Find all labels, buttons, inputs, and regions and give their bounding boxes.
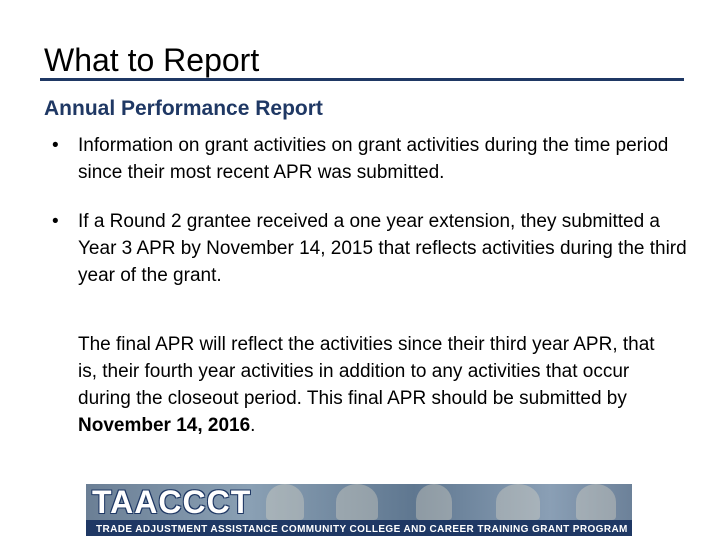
banner-photo-figure [496, 484, 540, 520]
program-logo: TAACCCT [92, 484, 252, 520]
title-divider [40, 78, 684, 81]
final-apr-paragraph [78, 331, 678, 439]
bullet-icon: • [52, 211, 59, 232]
footer-banner [86, 484, 632, 536]
banner-photo-figure [266, 484, 304, 520]
bullet-text: If a Round 2 grantee received a one year extension, they submitted a Year 3 APR by November 14, 2015 that reflects activities during the third year of the grant. [78, 211, 687, 286]
banner-photo-figure [336, 484, 378, 520]
bullet-list [52, 132, 692, 311]
bullet-item [52, 132, 692, 186]
banner-photo-figure [576, 484, 616, 520]
bullet-icon: • [52, 135, 59, 156]
paragraph-end: . [250, 415, 256, 436]
banner-photo-figure [416, 484, 452, 520]
program-caption: TRADE ADJUSTMENT ASSISTANCE COMMUNITY COLLEGE AND CAREER TRAINING GRANT PROGRAM [96, 524, 628, 535]
bullet-item [52, 208, 692, 289]
deadline-date: November 14, 2016 [78, 415, 251, 436]
section-subtitle: Annual Performance Report [44, 97, 323, 120]
banner-caption-strip [86, 520, 632, 536]
slide-title: What to Report [44, 42, 260, 78]
bullet-text: Information on grant activities on grant activities during the time period since their most recent APR was submitted. [78, 135, 669, 183]
paragraph-text: The final APR will reflect the activities since their third year APR, that is, their fourth year activities in addition to any activities that occur during the closeout period. This final APR should be submitted by [78, 334, 655, 409]
